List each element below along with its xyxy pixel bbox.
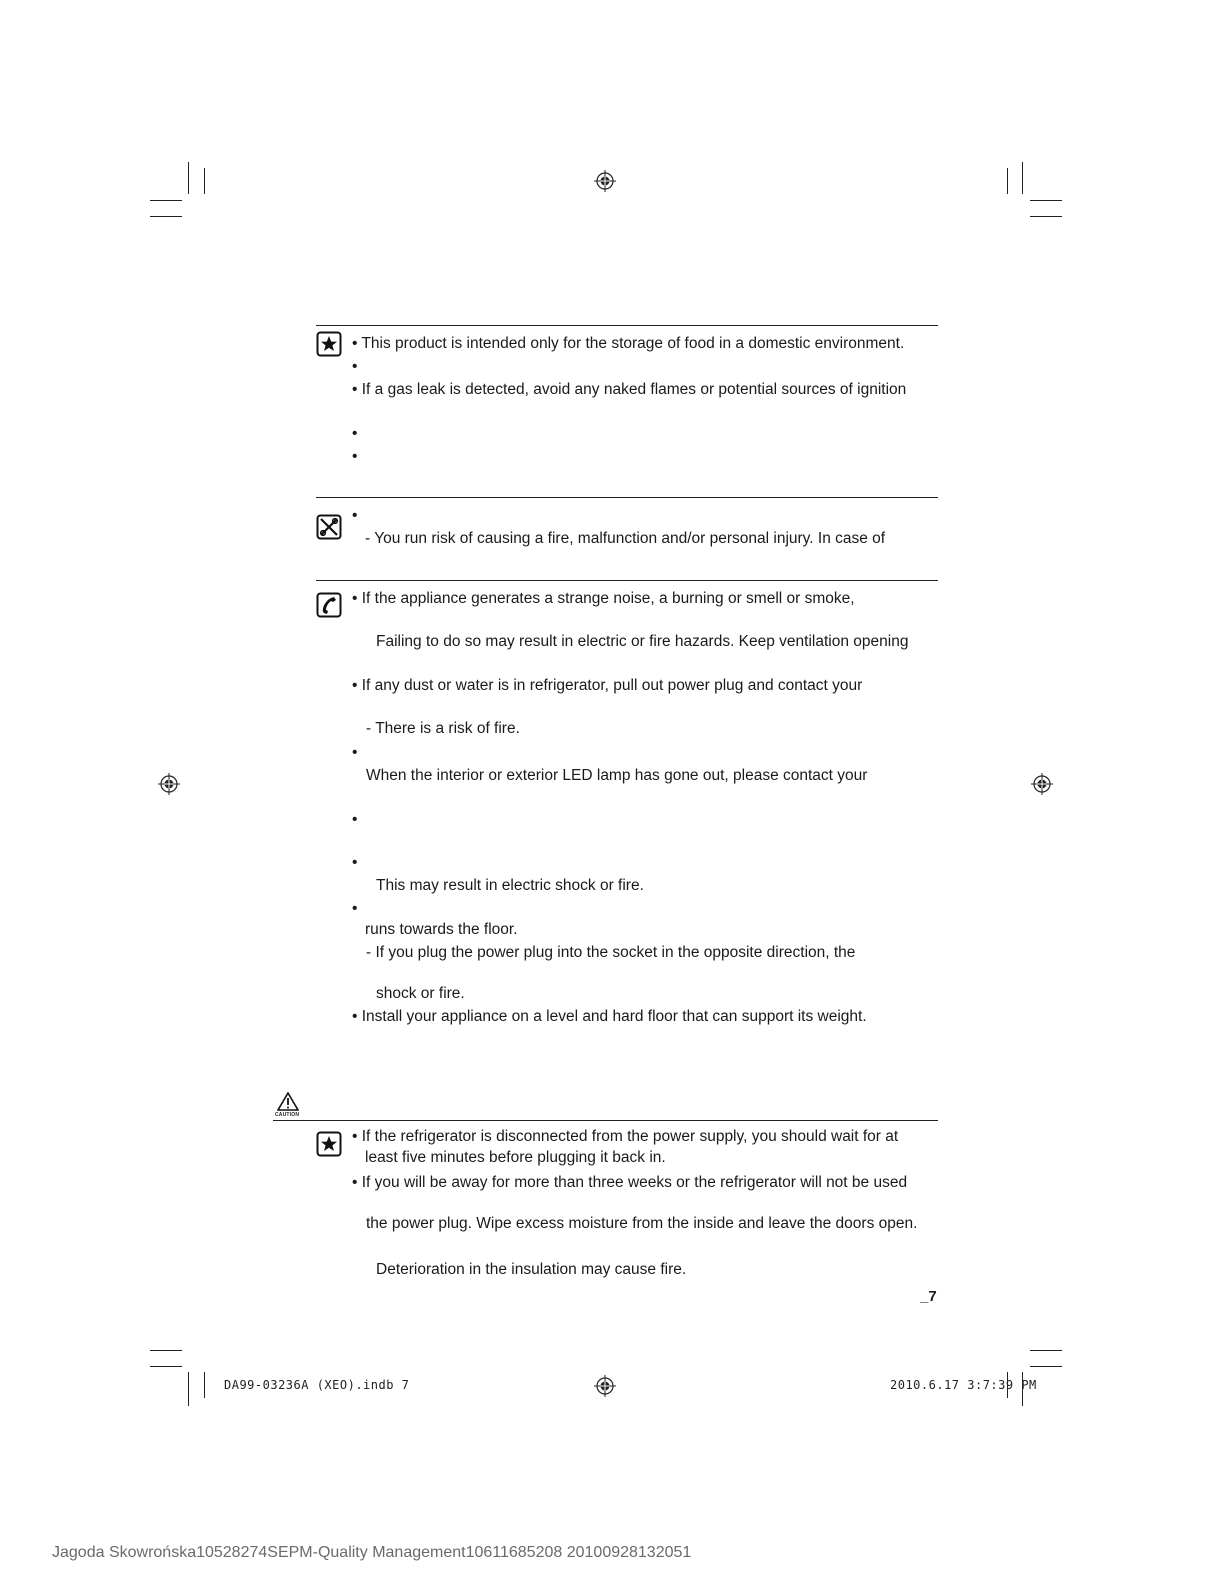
caution-line1: • If the refrigerator is disconnected from the power supply, you should wait for at	[352, 1128, 899, 1145]
crop-mark	[150, 1350, 182, 1351]
section3-line7: runs towards the floor.	[365, 921, 518, 938]
footer-filename: DA99-03236A (XEO).indb 7	[224, 1378, 410, 1392]
caution-divider	[273, 1120, 938, 1121]
caution-line5: Deterioration in the insulation may cause fire.	[376, 1261, 687, 1278]
crop-mark	[150, 1366, 182, 1367]
crop-mark	[204, 1372, 205, 1398]
crop-mark	[150, 216, 182, 217]
registration-mark-icon	[594, 1375, 616, 1397]
bullet: •	[352, 900, 358, 917]
caution-triangle-icon	[277, 1092, 299, 1112]
crop-mark	[204, 168, 205, 194]
page-number: _7	[920, 1288, 937, 1305]
no-disassemble-icon	[316, 514, 342, 540]
section3-line5: When the interior or exterior LED lamp has gone out, please contact your	[366, 767, 868, 784]
crop-mark	[188, 1372, 189, 1406]
section1-line2: • If a gas leak is detected, avoid any naked flames or potential sources of ignition	[352, 381, 907, 398]
bullet: •	[352, 507, 358, 524]
caution-line4: the power plug. Wipe excess moisture from the inside and leave the doors open.	[366, 1215, 918, 1232]
section3-line10: • Install your appliance on a level and hard floor that can support its weight.	[352, 1008, 867, 1025]
section1-line1: • This product is intended only for the storage of food in a domestic environment.	[352, 335, 905, 352]
section-divider	[316, 580, 938, 581]
section-divider	[316, 497, 938, 498]
section3-line8: - If you plug the power plug into the socket in the opposite direction, the	[366, 944, 856, 961]
caution-label: CAUTION	[275, 1112, 300, 1118]
caution-line3: • If you will be away for more than three weeks or the refrigerator will not be used	[352, 1174, 908, 1191]
crop-mark	[1030, 216, 1062, 217]
star-note-icon	[316, 331, 342, 357]
caution-line2: least five minutes before plugging it back in.	[365, 1149, 666, 1166]
bullet: •	[352, 358, 358, 375]
section3-line1: • If the appliance generates a strange noise, a burning or smell or smoke,	[352, 590, 855, 607]
section2-line1: - You run risk of causing a fire, malfunction and/or personal injury. In case of	[365, 530, 886, 547]
bullet: •	[352, 811, 358, 828]
section3-line6: This may result in electric shock or fire.	[376, 877, 644, 894]
crop-mark	[1030, 1366, 1062, 1367]
crop-mark	[1007, 168, 1008, 194]
bullet: •	[352, 854, 358, 871]
watermark: Jagoda Skowrońska10528274SEPM-Quality Management10611685208 20100928132051	[52, 1544, 692, 1561]
section3-line3: • If any dust or water is in refrigerator, pull out power plug and contact your	[352, 677, 863, 694]
registration-mark-icon	[1031, 773, 1053, 795]
bullet: •	[352, 425, 358, 442]
registration-mark-icon	[158, 773, 180, 795]
section3-line4: - There is a risk of fire.	[366, 720, 520, 737]
crop-mark	[1022, 162, 1023, 194]
registration-mark-icon	[594, 170, 616, 192]
crop-mark	[150, 200, 182, 201]
crop-mark	[1030, 200, 1062, 201]
section3-line2: Failing to do so may result in electric or fire hazards. Keep ventilation opening	[376, 633, 909, 650]
star-note-icon	[316, 1131, 342, 1157]
bullet: •	[352, 744, 358, 761]
bullet: •	[352, 448, 358, 465]
section3-line9: shock or fire.	[376, 985, 465, 1002]
crop-mark	[1030, 1350, 1062, 1351]
crop-mark	[188, 162, 189, 194]
call-service-icon	[316, 592, 342, 618]
section-divider	[316, 325, 938, 326]
footer-timestamp: 2010.6.17 3:7:39 PM	[890, 1378, 1037, 1392]
